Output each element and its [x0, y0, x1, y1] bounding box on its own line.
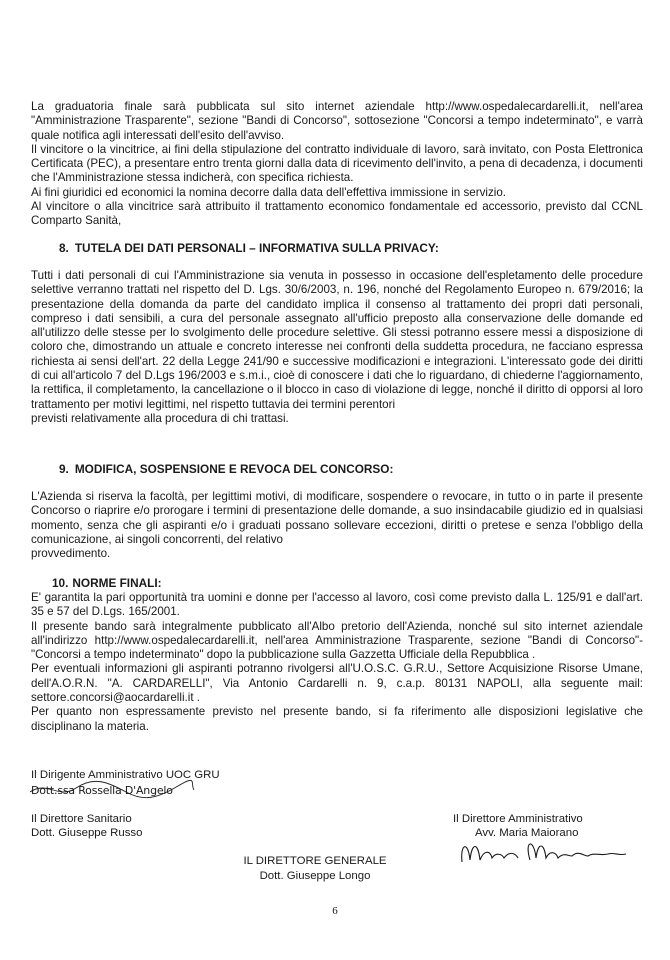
section-number: 8. — [59, 241, 69, 255]
section-paragraph: Il presente bando sarà integralmente pubblicato all'Albo pretorio dell'Azienda, nonché sul sito internet aziendale all'indirizzo http://www.ospedalecardarelli.it, nell'area Amministrazione Trasparente, sezione "Bandi di Concorso"- "Concorsi a tempo indeterminato" dopo la pubblicazione sulla Gazzetta Ufficiale della Repubblica . — [31, 619, 643, 662]
signature-amministrativo-name: Avv. Maria Maiorano — [475, 827, 579, 839]
signature-generale-name: Dott. Giuseppe Longo — [259, 870, 371, 882]
intro-paragraph: Al vincitore o alla vincitrice sarà attribuito il trattamento economico fondamentale ed accessorio, previsto dal CCNL Comparto Sanità, — [31, 200, 643, 228]
page-number: 6 — [332, 905, 338, 917]
section-heading-8 — [59, 241, 439, 255]
signature-sanitario-name: Dott. Giuseppe Russo — [31, 827, 143, 839]
section-heading-9 — [59, 462, 393, 476]
signature-generale-role: IL DIRETTORE GENERALE — [243, 855, 387, 867]
section-body-8 — [31, 269, 643, 426]
section-paragraph: provvedimento. — [31, 547, 111, 561]
section-paragraph: E' garantita la pari opportunità tra uomini e donne per l'accesso al lavoro, così come previsto dalla L. 125/91 e dall'art. 35 e 57 del D.Lgs. 165/2001. — [31, 591, 643, 619]
section-number: 9. — [59, 462, 69, 476]
intro-paragraph: Ai fini giuridici ed economici la nomina decorre dalla data dell'effettiva immissione in servizio. — [31, 185, 506, 199]
section-paragraph: Per quanto non espressamente previsto nel presente bando, si fa riferimento alle disposizioni legislative che disciplinano la materia. — [31, 705, 643, 733]
section-number: 10. — [52, 576, 69, 590]
signature-dirigente-role: Il Dirigente Amministrativo UOC GRU — [31, 769, 220, 781]
section-title: NORME FINALI: — [72, 576, 162, 590]
signature-dirigente-name: Dott.ssa Rossella D'Angelo — [31, 784, 173, 797]
section-body-10 — [31, 591, 643, 734]
section-paragraph: Per eventuali informazioni gli aspiranti potranno rivolgersi all'U.O.S.C. G.R.U., Settore Acquisizione Risorse Umane, dell'A.O.R.N. "A. CARDARELLI", Via Antonio Cardarelli n. 9, c.a.p. 80131 NAPOLI, alla seguente mail: settore.concorsi@aocardarelli.it . — [31, 662, 643, 705]
intro-paragraph: Il vincitore o la vincitrice, ai fini della stipulazione del contratto individuale di lavoro, sarà invitato, con Posta Elettronica Certificata (PEC), a presentare entro trenta giorni dalla data di ricevimento dell'invito, a pena di decadenza, i documenti che l'Amministrazione stessa indicherà, con specifica richiesta. — [31, 142, 643, 185]
section-body-9 — [31, 490, 643, 561]
signature-amministrativo-role: Il Direttore Amministrativo — [453, 813, 583, 825]
signature-stroke-dirigente — [28, 778, 198, 802]
signature-stroke-amministrativo — [458, 832, 638, 872]
section-title: MODIFICA, SOSPENSIONE E REVOCA DEL CONCORSO: — [74, 462, 394, 476]
intro-block — [31, 100, 643, 229]
section-heading-10 — [52, 576, 162, 590]
signature-sanitario-role: Il Direttore Sanitario — [31, 813, 132, 825]
section-paragraph: previsti relativamente alla procedura di chi trattasi. — [31, 411, 289, 425]
section-title: TUTELA DEI DATI PERSONALI – INFORMATIVA SULLA PRIVACY: — [74, 241, 439, 255]
section-paragraph: L'Azienda si riserva la facoltà, per legittimi motivi, di modificare, sospendere o revocare, in tutto o in parte il presente Concorso o riaprire e/o prorogare i termini di presentazione delle domande, a suo insindacabile giudizio ed in qualsiasi momento, senza che gli aspiranti e/o i graduati possano sollevare eccezioni, diritti o pretese e senza l'obbligo della comunicazione, ai singoli concorrenti, del relativo — [31, 490, 643, 546]
intro-paragraph: La graduatoria finale sarà pubblicata sul sito internet aziendale http://www.ospedalecardarelli.it, nell'area "Amministrazione Trasparente", sezione "Bandi di Concorso", sottosezione "Concorsi a tempo indeterminato", e varrà quale notifica agli interessati dell'esito dell'avviso. — [31, 100, 643, 142]
section-paragraph: Tutti i dati personali di cui l'Amministrazione sia venuta in possesso in occasione dell'espletamento delle procedure selettive verranno trattati nel rispetto del D. Lgs. 30/6/2003, n. 196, nonché del Regolamento Europeo n. 679/2016; la presentazione della domanda da parte del candidato implica il consenso al trattamento dei propri dati personali, compreso i dati sensibili, a cura del personale assegnato all'ufficio preposto alla conservazione delle domande ed all'utilizzo delle stesse per lo svolgimento delle procedure selettive. Gli stessi potranno essere messi a disposizione di coloro che, dimostrando un attuale e concreto interesse nei confronti della suddetta procedura, ne facciano espressa richiesta ai sensi dell'art. 22 della Legge 241/90 e successive modificazioni e integrazioni. L'interessato gode dei diritti di cui all'articolo 7 del D.Lgs 196/2003 e s.m.i., cioè di conoscere i dati che lo riguardano, di chiederne l'aggiornamento, la rettifica, il completamento, la cancellazione o il blocco in caso di violazione di legge, nonché il diritto di opporsi al loro trattamento per motivi legittimi, nel rispetto tuttavia dei termini perentori — [31, 269, 643, 411]
